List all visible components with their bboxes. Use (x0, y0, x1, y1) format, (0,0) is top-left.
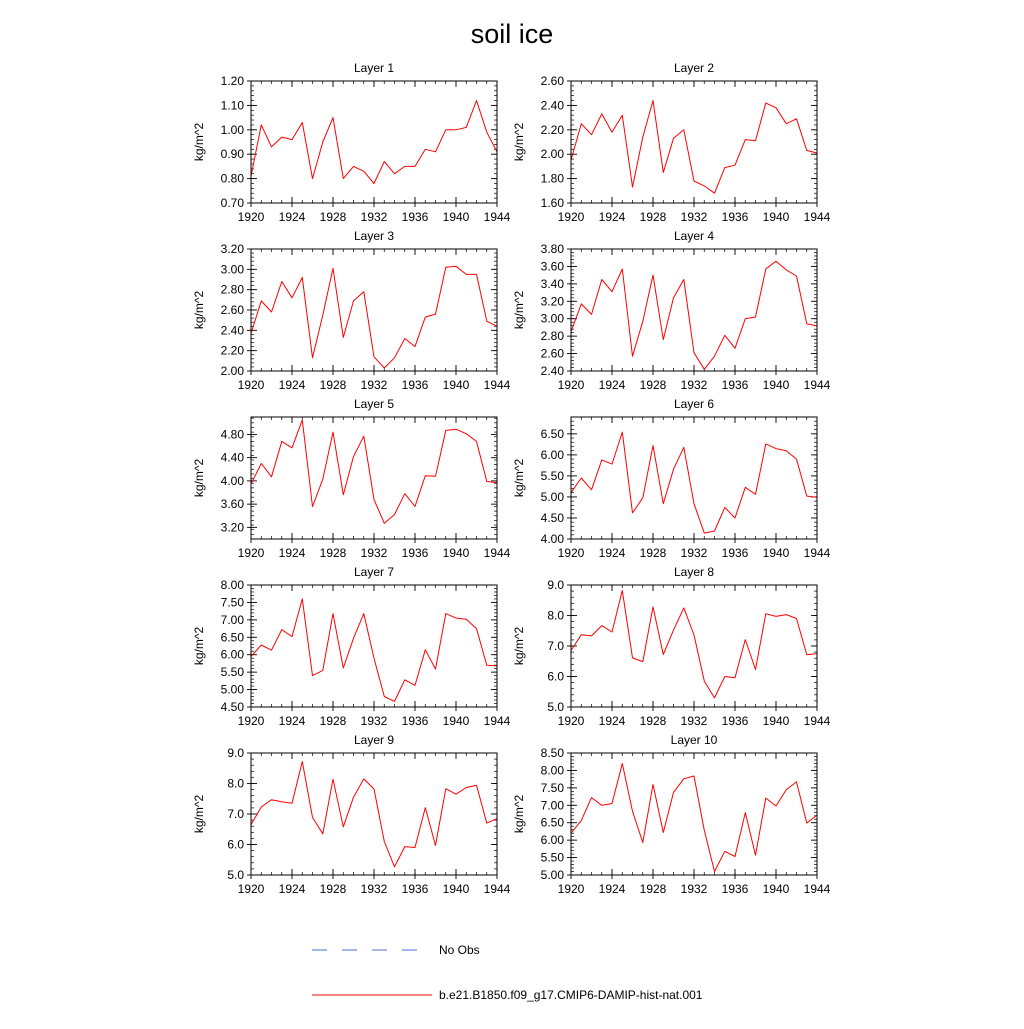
x-tick-label: 1932 (360, 378, 388, 392)
panel-title: Layer 3 (353, 229, 395, 243)
x-tick-label: 1928 (319, 714, 347, 728)
x-tick-label: 1924 (278, 882, 306, 896)
x-tick-label: 1920 (237, 882, 265, 896)
y-tick-label: 9.0 (227, 746, 244, 760)
y-tick-label: 7.0 (547, 639, 564, 653)
x-tick-label: 1944 (803, 714, 831, 728)
panel-layer-10 (512, 733, 831, 896)
y-axis-label: kg/m^2 (512, 122, 526, 162)
y-tick-label: 3.60 (220, 497, 244, 512)
panel-layer-5 (192, 397, 511, 560)
x-tick-label: 1924 (278, 378, 306, 392)
y-axis-label: kg/m^2 (192, 794, 206, 834)
x-tick-label: 1936 (721, 378, 749, 392)
x-tick-label: 1924 (598, 210, 626, 224)
x-tick-label: 1940 (442, 210, 470, 224)
y-tick-label: 2.20 (220, 343, 244, 358)
x-tick-label: 1936 (401, 882, 429, 896)
x-tick-label: 1940 (442, 714, 470, 728)
x-tick-label: 1944 (803, 378, 831, 392)
y-axis-label: kg/m^2 (192, 290, 206, 330)
panel-title: Layer 7 (353, 565, 395, 579)
panel-title: Layer 8 (673, 565, 715, 579)
plot-frame (251, 753, 497, 875)
x-tick-label: 1944 (803, 546, 831, 560)
x-tick-label: 1928 (639, 210, 667, 224)
y-tick-label: 0.90 (220, 147, 244, 162)
legend-model-label: b.e21.B1850.f09_g17.CMIP6-DAMIP-hist-nat.001 (439, 988, 703, 1002)
series-line (251, 266, 497, 368)
y-tick-label: 3.40 (540, 276, 564, 291)
x-tick-label: 1924 (598, 546, 626, 560)
y-tick-label: 5.50 (220, 665, 244, 680)
y-tick-label: 7.50 (220, 595, 244, 610)
y-tick-label: 0.80 (220, 171, 244, 186)
y-tick-label: 1.20 (220, 74, 244, 88)
x-tick-label: 1936 (401, 378, 429, 392)
y-tick-label: 6.00 (540, 447, 564, 462)
y-tick-label: 4.50 (540, 510, 564, 525)
panel-layer-9 (192, 733, 511, 896)
y-tick-label: 5.00 (540, 489, 564, 504)
x-tick-label: 1924 (598, 378, 626, 392)
series-line (571, 101, 817, 194)
x-tick-label: 1928 (319, 546, 347, 560)
x-tick-label: 1932 (680, 882, 708, 896)
y-tick-label: 5.00 (540, 868, 564, 882)
x-tick-label: 1936 (401, 210, 429, 224)
y-tick-label: 2.60 (540, 346, 564, 361)
panel-title: Layer 1 (353, 61, 395, 75)
x-tick-label: 1920 (237, 378, 265, 392)
x-tick-label: 1944 (483, 378, 511, 392)
x-tick-label: 1932 (680, 546, 708, 560)
x-tick-label: 1936 (721, 546, 749, 560)
x-tick-label: 1932 (680, 210, 708, 224)
y-tick-label: 2.00 (540, 147, 564, 162)
x-tick-label: 1944 (483, 546, 511, 560)
panel-layer-6 (512, 397, 831, 560)
y-tick-label: 2.80 (540, 329, 564, 344)
x-tick-label: 1936 (721, 210, 749, 224)
series-line (251, 420, 497, 523)
x-tick-label: 1928 (639, 882, 667, 896)
x-tick-label: 1920 (237, 546, 265, 560)
y-tick-label: 8.0 (227, 776, 244, 791)
y-tick-label: 2.20 (540, 122, 564, 137)
x-tick-label: 1936 (401, 546, 429, 560)
y-tick-label: 1.60 (540, 196, 564, 210)
legend (312, 943, 703, 1002)
y-tick-label: 2.80 (220, 282, 244, 297)
y-tick-label: 7.0 (227, 807, 244, 821)
y-axis-label: kg/m^2 (192, 122, 206, 162)
x-tick-label: 1940 (762, 882, 790, 896)
x-tick-label: 1928 (319, 882, 347, 896)
y-tick-label: 6.50 (540, 426, 564, 441)
y-tick-label: 1.10 (220, 98, 244, 113)
x-tick-label: 1920 (237, 210, 265, 224)
panel-layer-7 (192, 565, 511, 728)
x-tick-label: 1940 (762, 210, 790, 224)
panel-title: Layer 9 (353, 733, 395, 747)
x-tick-label: 1924 (598, 882, 626, 896)
y-tick-label: 0.70 (220, 196, 244, 210)
y-tick-label: 2.60 (540, 74, 564, 88)
y-tick-label: 3.00 (220, 262, 244, 277)
y-tick-label: 8.0 (547, 608, 564, 623)
y-tick-label: 5.0 (227, 868, 244, 882)
y-tick-label: 3.00 (540, 311, 564, 326)
y-tick-label: 6.0 (547, 669, 564, 684)
y-tick-label: 2.40 (540, 98, 564, 113)
x-tick-label: 1932 (360, 882, 388, 896)
y-axis-label: kg/m^2 (512, 794, 526, 834)
y-tick-label: 7.00 (540, 798, 564, 813)
x-tick-label: 1936 (401, 714, 429, 728)
y-tick-label: 6.00 (540, 833, 564, 848)
x-tick-label: 1924 (278, 546, 306, 560)
y-axis-label: kg/m^2 (512, 626, 526, 666)
x-tick-label: 1944 (483, 714, 511, 728)
x-tick-label: 1920 (557, 882, 585, 896)
series-line (571, 261, 817, 369)
panel-layer-8 (512, 565, 831, 728)
plot-frame (251, 585, 497, 707)
x-tick-label: 1940 (442, 882, 470, 896)
y-tick-label: 2.40 (540, 364, 564, 378)
plot-frame (571, 753, 817, 875)
y-tick-label: 3.80 (540, 242, 564, 256)
panel-title: Layer 5 (353, 397, 395, 411)
plot-frame (571, 585, 817, 707)
y-tick-label: 7.00 (220, 612, 244, 627)
y-tick-label: 4.40 (220, 450, 244, 465)
panels (192, 61, 831, 896)
y-tick-label: 2.40 (220, 323, 244, 338)
x-tick-label: 1920 (237, 714, 265, 728)
panel-title: Layer 10 (670, 733, 718, 747)
y-tick-label: 8.00 (220, 578, 244, 592)
x-tick-label: 1944 (803, 882, 831, 896)
series-line (571, 764, 817, 872)
x-tick-label: 1932 (360, 210, 388, 224)
x-tick-label: 1920 (557, 546, 585, 560)
y-tick-label: 4.00 (220, 473, 244, 488)
x-tick-label: 1936 (721, 714, 749, 728)
y-tick-label: 2.00 (220, 364, 244, 378)
y-tick-label: 9.0 (547, 578, 564, 592)
y-tick-label: 1.00 (220, 122, 244, 137)
y-tick-label: 5.50 (540, 850, 564, 865)
x-tick-label: 1924 (598, 714, 626, 728)
y-tick-label: 5.50 (540, 468, 564, 483)
y-tick-label: 3.20 (540, 294, 564, 309)
x-tick-label: 1924 (278, 714, 306, 728)
y-axis-label: kg/m^2 (192, 458, 206, 498)
figure-title: soil ice (470, 19, 554, 49)
y-tick-label: 4.50 (220, 700, 244, 714)
panel-layer-4 (512, 229, 831, 392)
x-tick-label: 1944 (483, 882, 511, 896)
y-tick-label: 6.50 (540, 815, 564, 830)
x-tick-label: 1920 (557, 378, 585, 392)
y-tick-label: 6.00 (220, 647, 244, 662)
y-tick-label: 7.50 (540, 780, 564, 795)
y-tick-label: 8.00 (540, 763, 564, 778)
y-tick-label: 8.50 (540, 746, 564, 760)
y-axis-label: kg/m^2 (512, 290, 526, 330)
y-tick-label: 6.50 (220, 630, 244, 645)
panel-title: Layer 2 (673, 61, 715, 75)
x-tick-label: 1932 (680, 378, 708, 392)
series-line (571, 591, 817, 698)
x-tick-label: 1944 (803, 210, 831, 224)
x-tick-label: 1928 (319, 210, 347, 224)
x-tick-label: 1940 (442, 546, 470, 560)
y-axis-label: kg/m^2 (192, 626, 206, 666)
x-tick-label: 1928 (319, 378, 347, 392)
panel-title: Layer 4 (673, 229, 715, 243)
x-tick-label: 1932 (680, 714, 708, 728)
y-tick-label: 4.00 (540, 532, 564, 546)
x-tick-label: 1924 (278, 210, 306, 224)
y-tick-label: 3.20 (220, 242, 244, 256)
x-tick-label: 1920 (557, 210, 585, 224)
x-tick-label: 1920 (557, 714, 585, 728)
plot-frame (571, 417, 817, 539)
legend-obs-label: No Obs (439, 943, 480, 957)
x-tick-label: 1928 (639, 714, 667, 728)
x-tick-label: 1940 (762, 378, 790, 392)
y-tick-label: 1.80 (540, 171, 564, 186)
x-tick-label: 1928 (639, 378, 667, 392)
x-tick-label: 1940 (762, 714, 790, 728)
y-tick-label: 5.00 (220, 682, 244, 697)
series-line (251, 762, 497, 867)
x-tick-label: 1940 (762, 546, 790, 560)
y-tick-label: 2.60 (220, 303, 244, 317)
panel-title: Layer 6 (673, 397, 715, 411)
plot-frame (251, 81, 497, 203)
series-line (251, 101, 497, 184)
panel-layer-3 (192, 229, 511, 392)
y-axis-label: kg/m^2 (512, 458, 526, 498)
series-line (251, 599, 497, 702)
plot-frame (251, 417, 497, 539)
y-tick-label: 5.0 (547, 700, 564, 714)
series-line (571, 432, 817, 533)
x-tick-label: 1944 (483, 210, 511, 224)
panel-layer-2 (512, 61, 831, 224)
x-tick-label: 1932 (360, 714, 388, 728)
x-tick-label: 1928 (639, 546, 667, 560)
x-tick-label: 1940 (442, 378, 470, 392)
y-tick-label: 3.60 (540, 259, 564, 274)
panel-layer-1 (192, 61, 511, 224)
y-tick-label: 4.80 (220, 427, 244, 442)
plot-frame (571, 81, 817, 203)
x-tick-label: 1932 (360, 546, 388, 560)
x-tick-label: 1936 (721, 882, 749, 896)
y-tick-label: 6.0 (227, 837, 244, 852)
y-tick-label: 3.20 (220, 520, 244, 535)
plot-frame (251, 249, 497, 371)
